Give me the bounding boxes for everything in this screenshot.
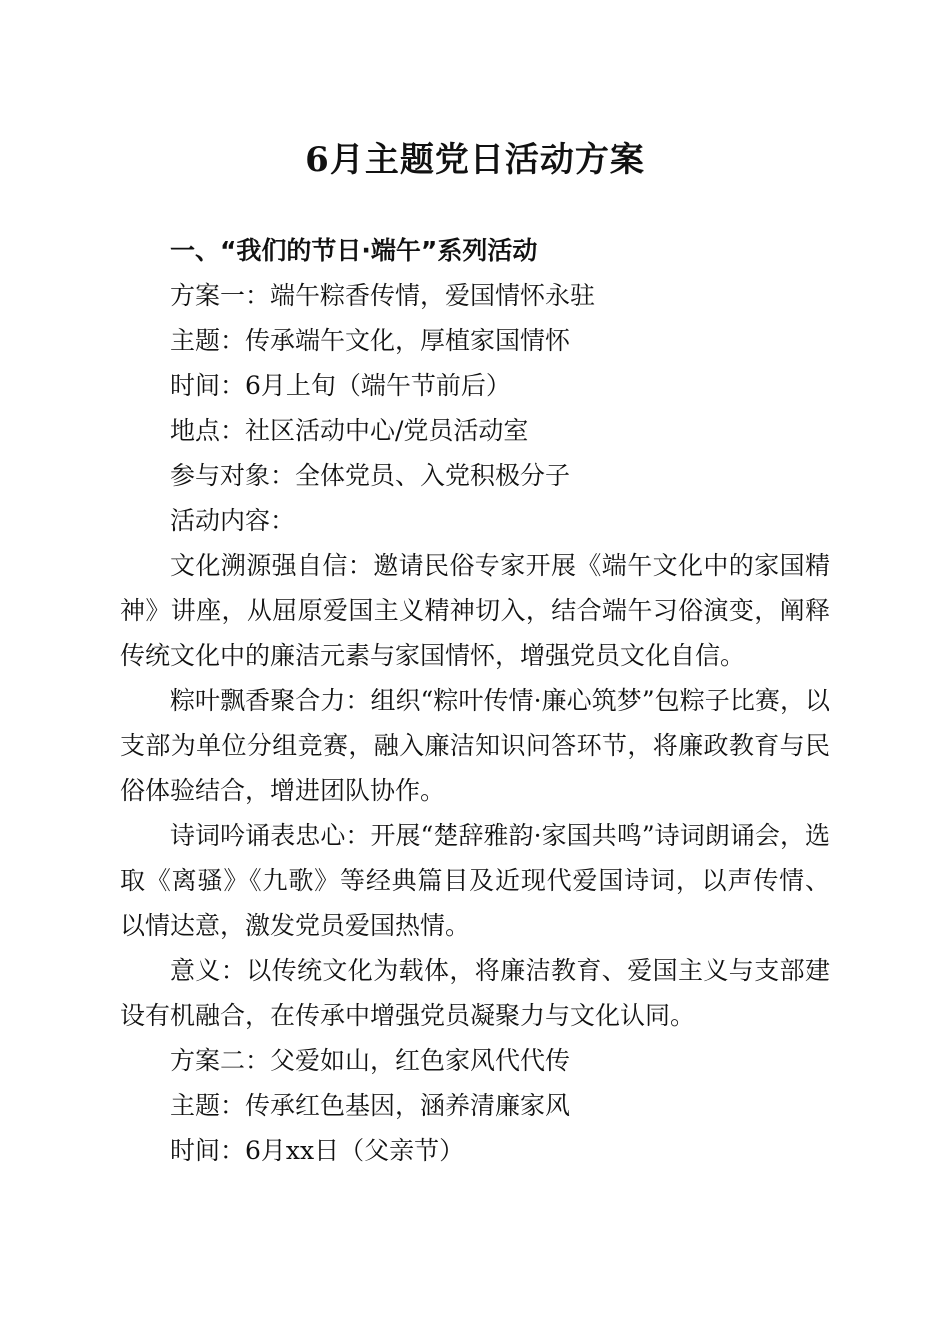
plan1-item-culture: 文化溯源强自信：邀请民俗专家开展《端午文化中的家国精神》讲座，从屈原爱国主义精神切入，结合端午习俗演变，阐释传统文化中的廉洁元素与家国情怀，增强党员文化自信。: [120, 551, 830, 670]
plan1-significance: 意义：以传统文化为载体，将廉洁教育、爱国主义与支部建设有机融合，在传承中增强党员凝聚力与文化认同。: [120, 956, 830, 1030]
plan2-name: 方案二：父爱如山，红色家风代代传: [170, 1046, 571, 1075]
plan1-name: 方案一：端午粽香传情，爱国情怀永驻: [170, 281, 596, 310]
document-title: 6月主题党日活动方案: [305, 140, 645, 180]
plan2-time: 时间：6月xx日（父亲节）: [170, 1136, 465, 1165]
section-heading: 一、“我们的节日·端午”系列活动: [170, 236, 538, 265]
plan1-time: 时间：6月上旬（端午节前后）: [170, 371, 511, 400]
plan1-participants: 参与对象：全体党员、入党积极分子: [170, 461, 571, 490]
plan1-item-poetry: 诗词吟诵表忠心：开展“楚辞雅韵·家国共鸣”诗词朗诵会，选取《离骚》《九歌》等经典篇目及近现代爱国诗词，以声传情、以情达意，激发党员爱国热情。: [120, 821, 830, 940]
plan1-item-zongzi: 粽叶飘香聚合力：组织“粽叶传情·廉心筑梦”包粽子比赛，以支部为单位分组竞赛，融入廉洁知识问答环节，将廉政教育与民俗体验结合，增进团队协作。: [120, 686, 830, 805]
plan1-place: 地点：社区活动中心/党员活动室: [170, 416, 529, 445]
plan1-theme: 主题：传承端午文化，厚植家国情怀: [170, 326, 571, 355]
plan1-content-label: 活动内容：: [170, 506, 296, 535]
document-body: [120, 228, 830, 1173]
plan2-theme: 主题：传承红色基因，涵养清廉家风: [170, 1091, 571, 1120]
